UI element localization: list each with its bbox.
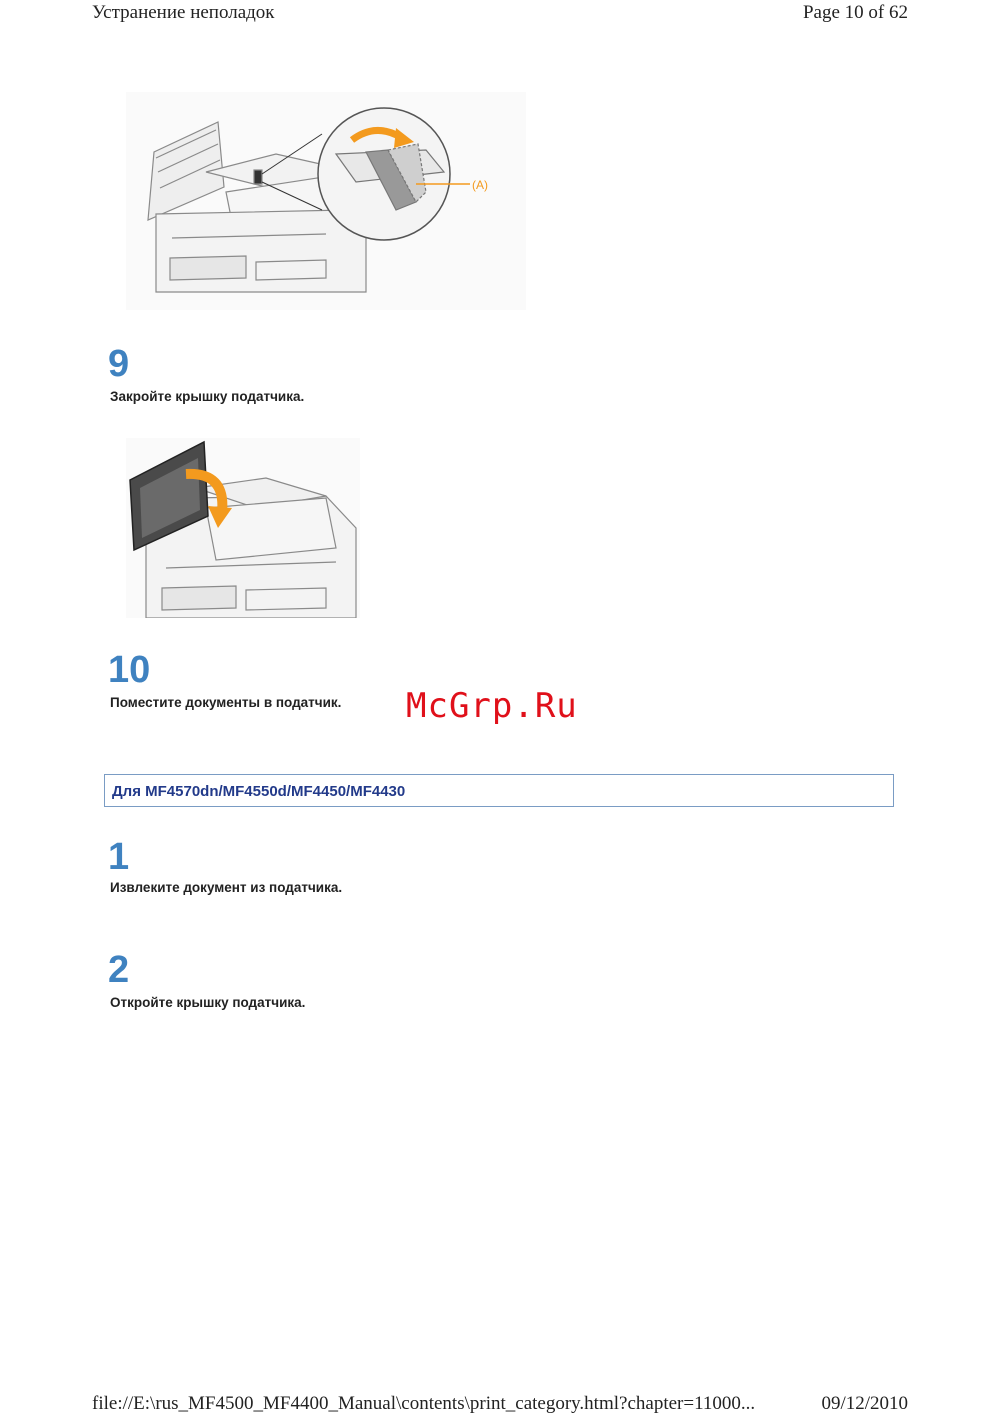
step-text: Поместите документы в податчик. <box>110 695 342 710</box>
watermark: McGrp.Ru <box>406 686 578 726</box>
step-number: 2 <box>108 949 130 991</box>
section-header <box>104 774 894 807</box>
step-number: 10 <box>108 649 151 691</box>
footer-file-path: file://E:\rus_MF4500_MF4400_Manual\contents\print_category.html?chapter=11000... <box>92 1393 756 1414</box>
callout-label-a: (A) <box>472 178 488 192</box>
illustration-feeder-lever <box>126 92 526 310</box>
step-number: 9 <box>108 343 130 385</box>
step-number: 1 <box>108 836 130 878</box>
step-text: Извлеките документ из податчика. <box>110 880 343 895</box>
step-text: Закройте крышку податчика. <box>110 389 305 404</box>
page-number: Page 10 of 62 <box>802 2 908 23</box>
footer-date: 09/12/2010 <box>821 1393 908 1414</box>
illustration-close-feeder-cover <box>126 438 360 618</box>
section-title: Для MF4570dn/MF4550d/MF4450/MF4430 <box>112 783 406 800</box>
step-text: Откройте крышку податчика. <box>110 995 306 1010</box>
page-header-title: Устранение неполадок <box>92 2 275 23</box>
